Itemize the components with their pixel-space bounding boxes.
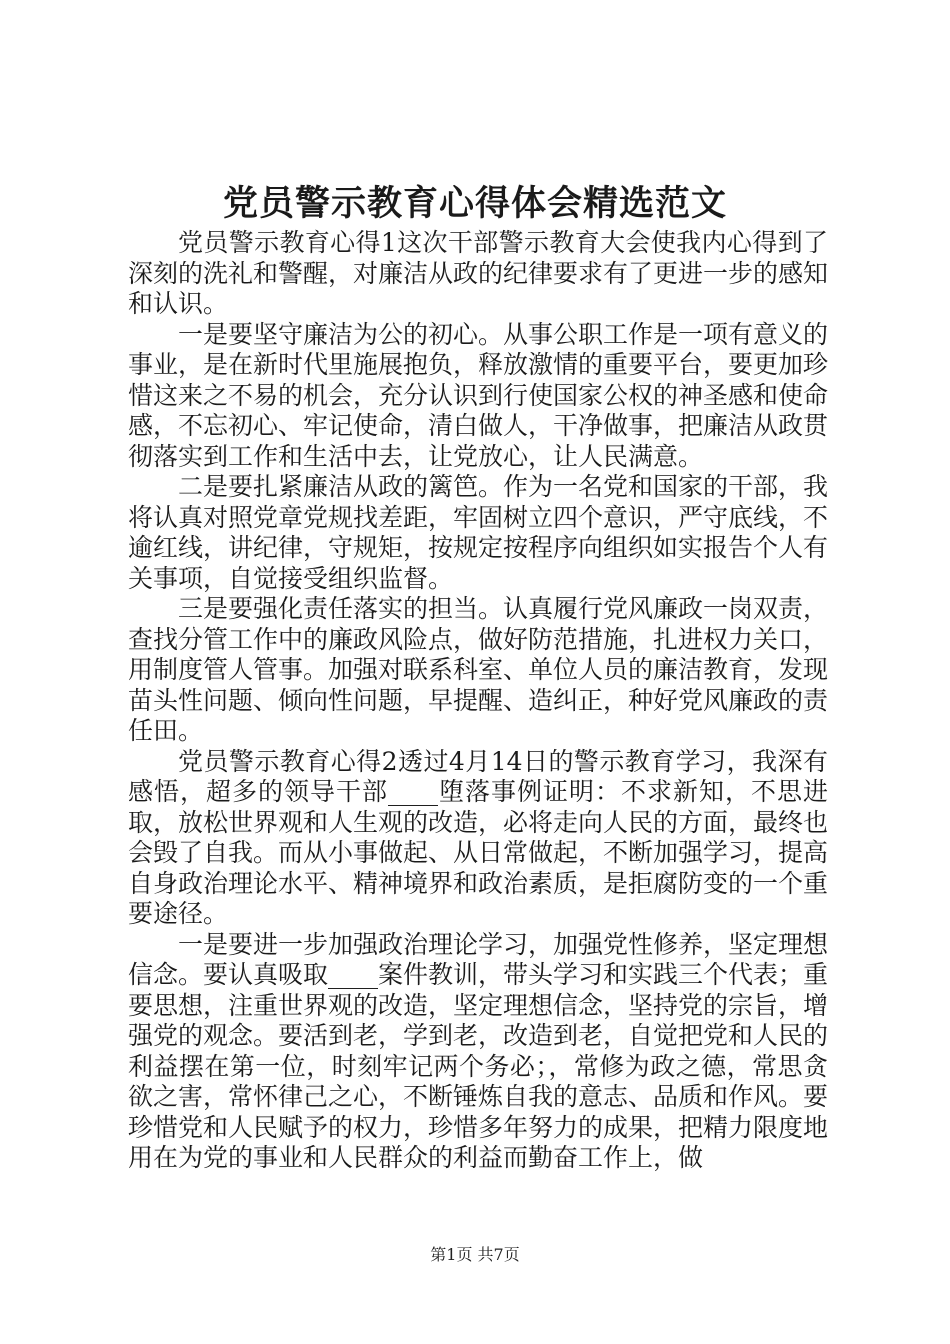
paragraph: 一是要进一步加强政治理论学习，加强党性修养，坚定理想信念。要认真吸取____案件教训，带头学习和实践三个代表；重要思想，注重世界观的改造，坚定理想信念，坚持党的宗旨，增强党的观念。要活到老，学到老，改造到老，自觉把党和人民的利益摆在第一位，时刻牢记两个务必；，常修为政之德，常思贪欲之害，常怀律己之心，不断锤炼自我的意志、品质和作风。要珍惜党和人民赋予的权力，珍惜多年努力的成果，把精力限度地用在为党的事业和人民群众的利益而勤奋工作上，做 bbox=[128, 929, 829, 1172]
paragraph: 党员警示教育心得1这次干部警示教育大会使我内心得到了深刻的洗礼和警醒，对廉洁从政的纪律要求有了更进一步的感知和认识。 bbox=[128, 228, 829, 318]
page-number-footer: 第1页 共7页 bbox=[430, 1245, 520, 1264]
paragraph: 二是要扎紧廉洁从政的篱笆。作为一名党和国家的干部，我将认真对照党章党规找差距，牢固树立四个意识，严守底线，不逾红线，讲纪律，守规矩，按规定按程序向组织如实报告个人有关事项，自觉接受组织监督。 bbox=[128, 472, 829, 593]
document-body bbox=[128, 228, 828, 1174]
paragraph: 一是要坚守廉洁为公的初心。从事公职工作是一项有意义的事业，是在新时代里施展抱负，释放激情的重要平台，要更加珍惜这来之不易的机会，充分认识到行使国家公权的神圣感和使命感，不忘初心、牢记使命，清白做人，干净做事，把廉洁从政贯彻落实到工作和生活中去，让党放心，让人民满意。 bbox=[128, 319, 829, 471]
paragraph: 党员警示教育心得2透过4月14日的警示教育学习，我深有感悟，超多的领导干部____堕落事例证明：不求新知，不思进取，放松世界观和人生观的改造，必将走向人民的方面，最终也会毁了自我。而从小事做起、从日常做起，不断加强学习，提高自身政治理论水平、精神境界和政治素质，是拒腐防变的一个重要途径。 bbox=[128, 746, 829, 928]
paragraph: 三是要强化责任落实的担当。认真履行党风廉政一岗双责，查找分管工作中的廉政风险点，做好防范措施，扎进权力关口，用制度管人管事。加强对联系科室、单位人员的廉洁教育，发现苗头性问题、倾向性问题，早提醒、造纠正，种好党风廉政的责任田。 bbox=[128, 594, 829, 745]
document-title: 党员警示教育心得体会精选范文 bbox=[222, 183, 727, 224]
